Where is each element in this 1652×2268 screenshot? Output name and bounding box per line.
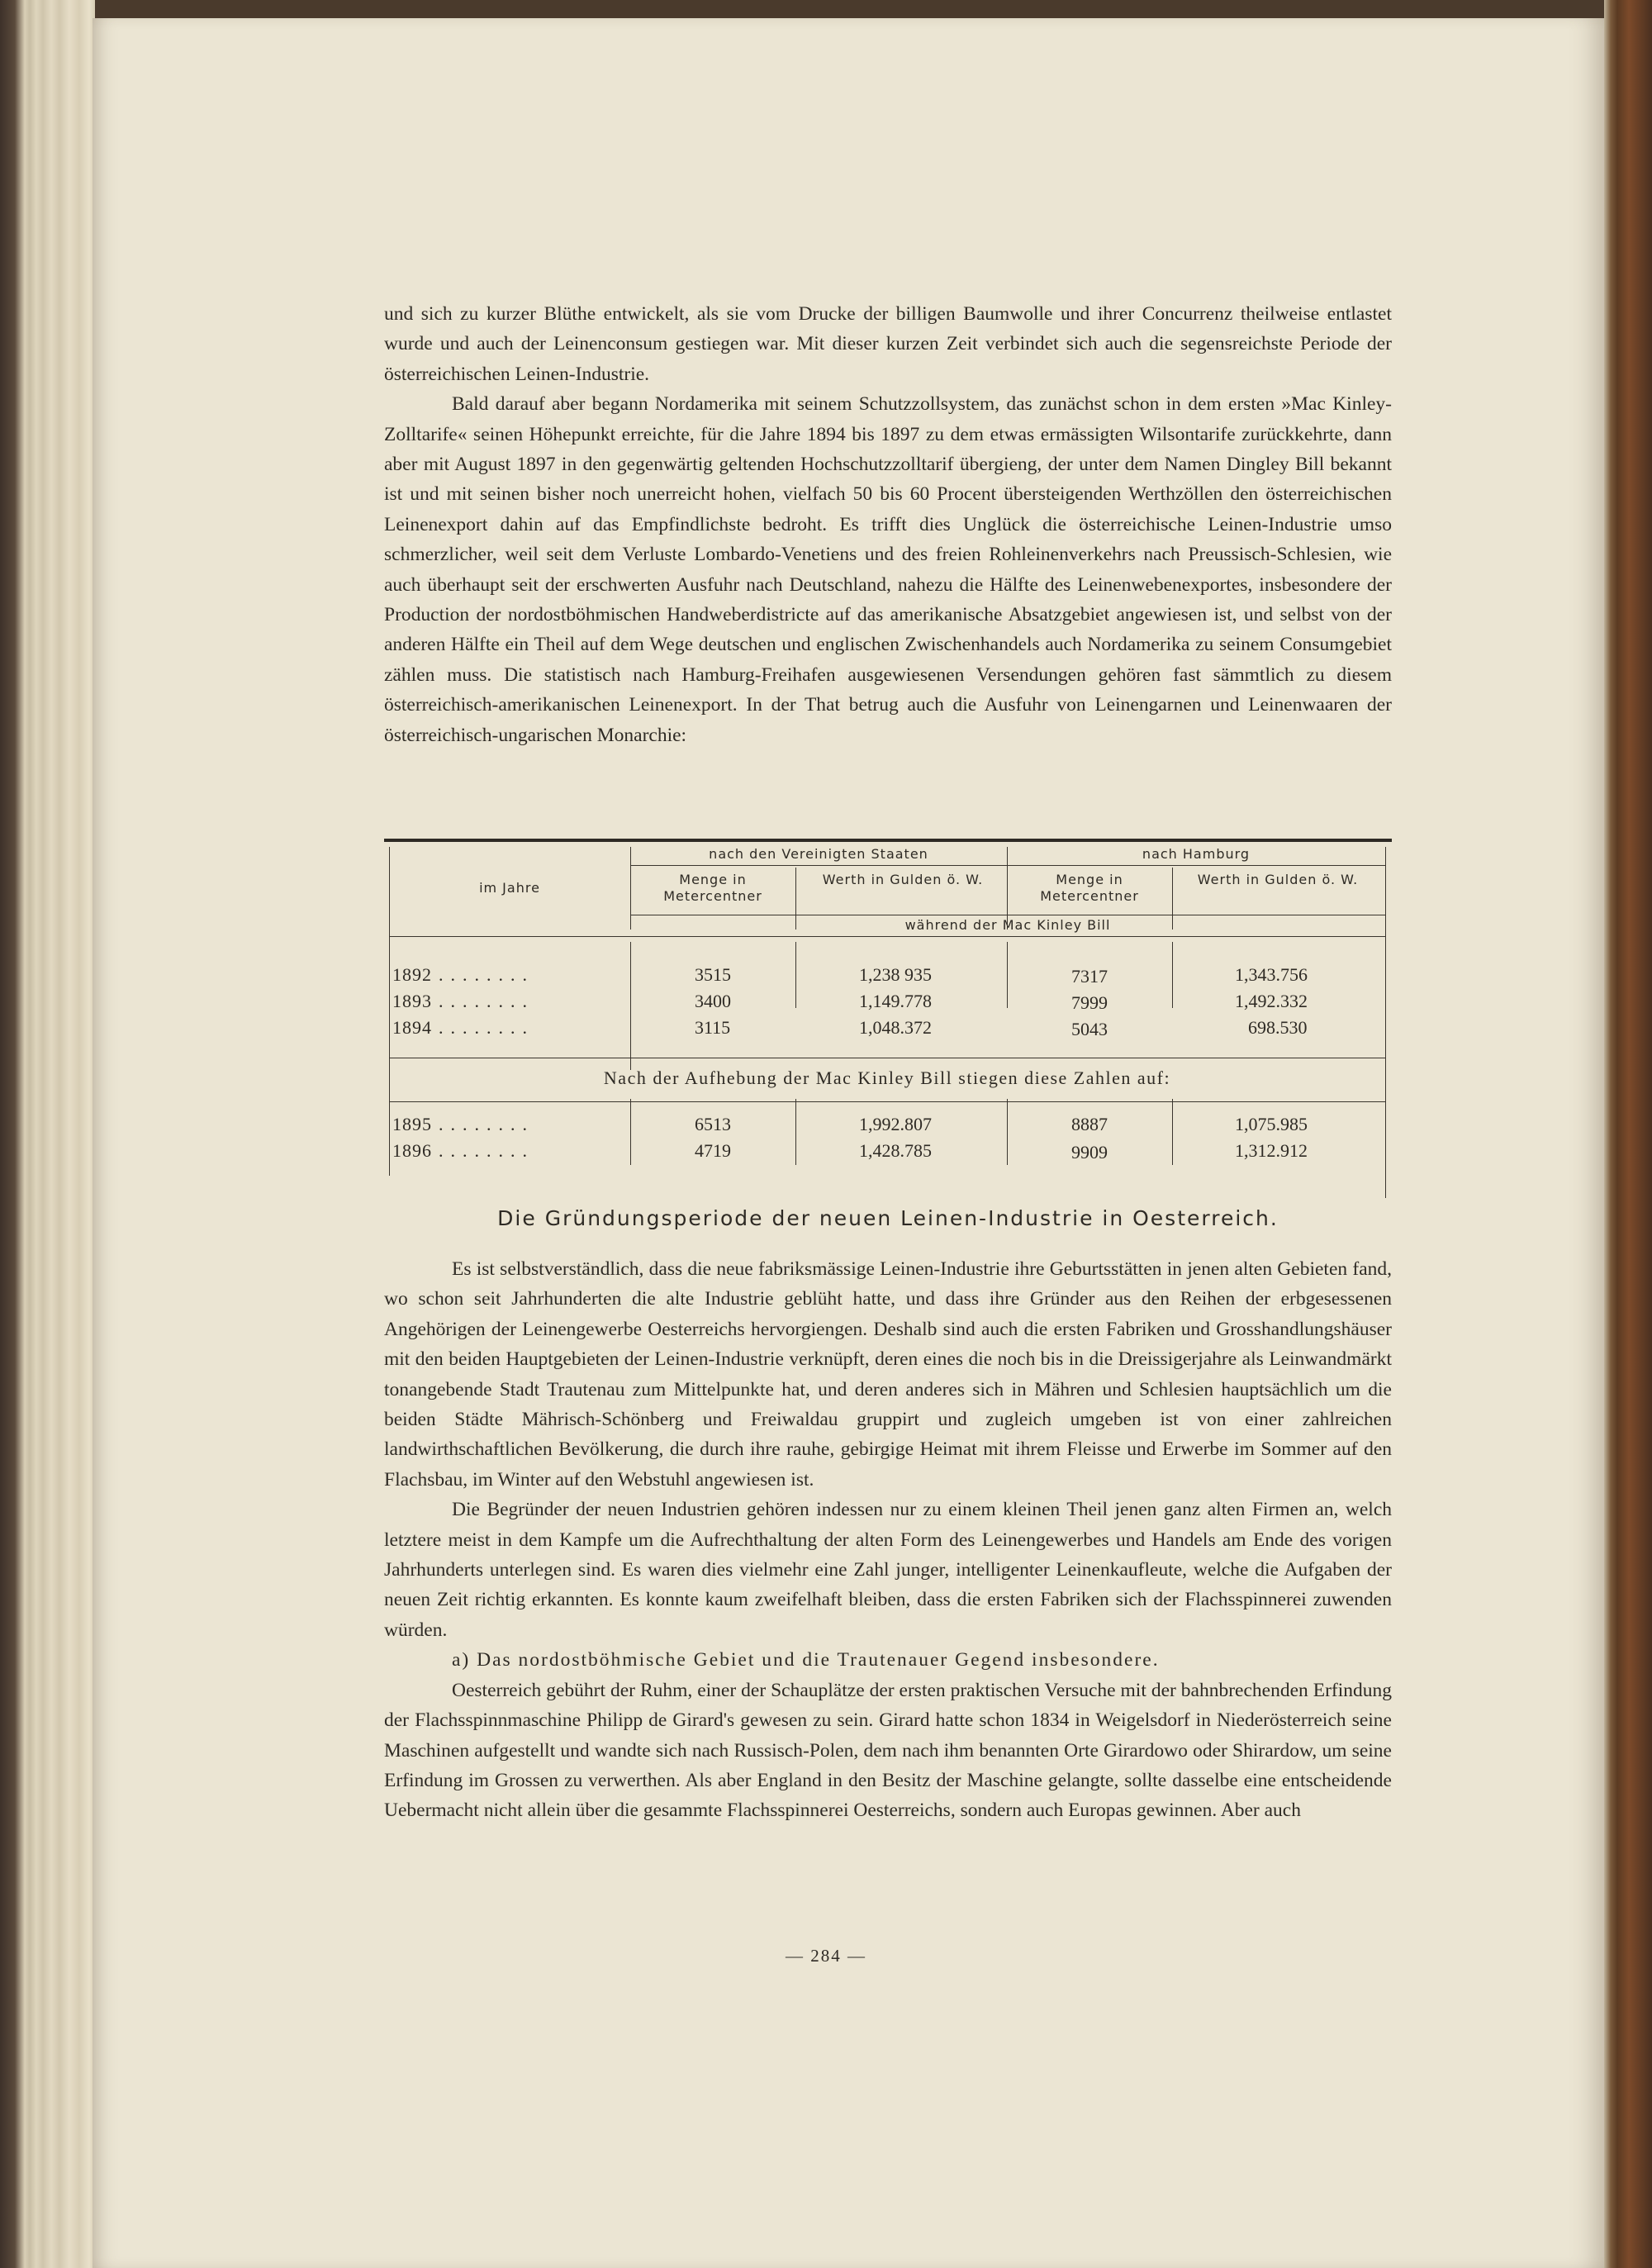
table-rule [630,865,1007,866]
cell-usa-werth: 1,992.807 [859,1114,932,1134]
cell-hh-werth: 698.530 [1248,1017,1308,1038]
table-rule [389,1101,1385,1102]
cell-usa-werth: 1,149.778 [859,991,932,1011]
cell-hh-menge: 7317 [1071,966,1108,987]
cell-hh-menge: 5043 [1071,1019,1108,1039]
paragraph: Bald darauf aber begann Nordamerika mit seinem Schutzzollsystem, das zunächst schon in dem ersten »Mac Kinley-Zolltarife« seinen Höhepunkt erreichte, für die Jahre 1894 bis 1897 zu dem etwas ermässigten Wilsontarife zurückkehrte, dann aber mit August 1897 in den gegenwärtig geltenden Hochschutzzolltarif übergieng, der unter dem Namen Dingley Bill bekannt ist und mit seinen bisher noch unerreicht hohen, vielfach 50 bis 60 Procent übersteigenden Werthzöllen den österreichischen Leinenexport dahin auf das Empfindlichste bedroht. Es trifft dies Unglück die österreichische Leinen-Industrie umso schmerzlicher, weil seit dem Verluste Lombardo-Venetiens und des freien Rohleinenverkehrs nach Preussisch-Schlesien, wie auch überhaupt seit der erschwerten Ausfuhr nach Deutschland, nahezu die Hälfte des Leinenwebenexportes, insbesondere der Production der nordostböhmischen Handweberdistricte auf das amerikanische Absatzgebiet angewiesen ist, und selbst von der anderen Hälfte ein Theil auf dem Wege deutschen und englischen Zwischenhandels auch Nordamerika zu seinem Consumgebiet zählen muss. Die statistisch nach Hamburg-Freihafen ausgewiesenen Versendungen gehören fast sämmtlich zu diesem österreichisch-amerikanischen Leinenexport. In der That betrug auch die Ausfuhr von Leinengarnen und Leinenwaaren der österreichisch-ungarischen Monarchie: [384,393,1392,746]
row-year-1893: 1893 ........ [392,991,534,1011]
page-number: — 284 — [786,1946,866,1966]
cell-usa-werth: 1,428.785 [859,1140,932,1161]
body-text-top [384,299,1392,750]
export-table [384,839,1392,1190]
table-divider [1007,942,1008,1008]
table-divider [795,1099,796,1165]
cell-hh-menge: 7999 [1071,992,1108,1013]
header-hamburg: nach Hamburg [1142,846,1251,862]
paragraph: Oesterreich gebührt der Ruhm, einer der Schauplätze der ersten praktischen Versuche mit der bahnbrechenden Erfindung der Flachsspinnmaschine Philipp de Girard's gewesen zu sein. Girard hatte schon 1834 in Weigelsdorf in Niederösterreich seine Maschinen aufgestellt und wandte sich nach Russisch-Polen, dem nach ihm benannten Orte Girardowo oder Shirardow, um seine Erfindung im Grossen zu verwerthen. Als aber England in den Besitz der Maschine gelangte, sollte dasselbe eine entscheidende Uebermacht nicht allein über die gesammte Flachsspinnerei Oesterreichs, sondern auch Europas gewinnen. Aber auch [384,1679,1392,1822]
cell-usa-menge: 6513 [695,1114,731,1134]
cell-usa-menge: 3515 [695,964,731,985]
row-year-1895: 1895 ........ [392,1114,534,1134]
book-page-stack [0,0,95,2268]
table-divider [630,1099,631,1165]
cell-usa-menge: 3400 [695,991,731,1011]
cell-hh-menge: 9909 [1071,1142,1108,1163]
cell-hh-werth: 1,312.912 [1235,1140,1308,1161]
table-note-after: Nach der Aufhebung der Mac Kinley Bill stiegen diese Zahlen auf: [603,1067,1171,1088]
header-hh-menge: Menge in Metercentner [1040,872,1139,904]
cell-hh-menge: 8887 [1071,1114,1108,1134]
table-top-rule [384,839,1392,842]
section-heading: Die Gründungsperiode der neuen Leinen-Industrie in Oesterreich. [497,1206,1279,1230]
cell-usa-werth: 1,238 935 [859,964,932,985]
header-hh-werth: Werth in Gulden ö. W. [1197,872,1359,887]
cell-usa-werth: 1,048.372 [859,1017,932,1038]
table-rule [389,936,1385,937]
header-usa-menge: Menge in Metercentner [663,872,762,904]
header-usa-werth: Werth in Gulden ö. W. [822,872,984,887]
body-text-bottom [384,1254,1392,1826]
cell-hh-werth: 1,343.756 [1235,964,1308,985]
book-cover-edge [1604,0,1652,2268]
row-year-1892: 1892 ........ [392,964,534,985]
header-during: während der Mac Kinley Bill [904,917,1111,933]
cell-hh-werth: 1,075.985 [1235,1114,1308,1134]
cell-usa-menge: 3115 [695,1017,731,1038]
table-divider [1172,942,1173,1008]
table-divider [630,942,631,1070]
paragraph: Die Begründer der neuen Industrien gehören indessen nur zu einem kleinen Theil jenen ganz alten Firmen an, welch letztere meist in dem Kampfe um die Aufrechthaltung der alten Form des Leinengewerbes und Handels am Ende des vorigen Jahrhunderts unterlegen sind. Es waren dies vielmehr eine Zahl junger, intelligenter Leinenkaufleute, welche die Aufgaben der neuen Zeit richtig erkannten. Es konnte kaum zweifelhaft bleiben, dass die ersten Fabriken sich der Flachsspinnerei zuwenden würden. [384,1499,1392,1641]
paragraph: und sich zu kurzer Blüthe entwickelt, als sie vom Drucke der billigen Baumwolle und ihrer Concurrenz theilweise entlastet wurde und auch der Leinenconsum gestiegen war. Mit dieser kurzen Zeit verbindet sich auch die segensreichste Periode der österreichischen Leinen-Industrie. [384,303,1392,385]
header-year: im Jahre [479,880,540,896]
table-divider [1172,1099,1173,1165]
table-border-right [1385,847,1386,1198]
cell-usa-menge: 4719 [695,1140,731,1161]
header-usa: nach den Vereinigten Staaten [709,846,928,862]
row-year-1894: 1894 ........ [392,1017,534,1038]
paragraph: Es ist selbstverständlich, dass die neue fabriksmässige Leinen-Industrie ihre Geburtsstätten in jenen alten Gebieten fand, wo schon seit Jahrhunderten die alte Industrie geblüht hatte, und dass ihre Gründer aus den Reihen der erbgesessenen Angehörigen der Leinengewerbe Oesterreichs hervorgiengen. Deshalb sind auch die ersten Fabriken und Grosshandlungshäuser mit den beiden Hauptgebieten der Leinen-Industrie verknüpft, deren eines die noch bis in die Dreissigerjahre als Leinwandmärkt tonangebende Stadt Trautenau zum Mittelpunkte hat, und deren anderes sich in Mähren und Schlesien hauptsächlich um die beiden Städte Mährisch-Schönberg und Freiwaldau gruppirt und zugleich umgeben ist von einer zahlreichen landwirthschaftlichen Bevölkerung, die durch ihre rauhe, gebirgige Heimat mit ihrem Fleisse und Erwerbe im Sommer auf den Flachsbau, im Winter auf den Webstuhl angewiesen ist. [384,1258,1392,1491]
table-divider [795,942,796,1008]
cell-hh-werth: 1,492.332 [1235,991,1308,1011]
row-year-1896: 1896 ........ [392,1140,534,1161]
subsection-heading: a) Das nordostböhmische Gebiet und die Trautenauer Gegend insbesondere. [452,1649,1160,1671]
table-divider [1007,1099,1008,1165]
table-rule [1007,865,1385,866]
